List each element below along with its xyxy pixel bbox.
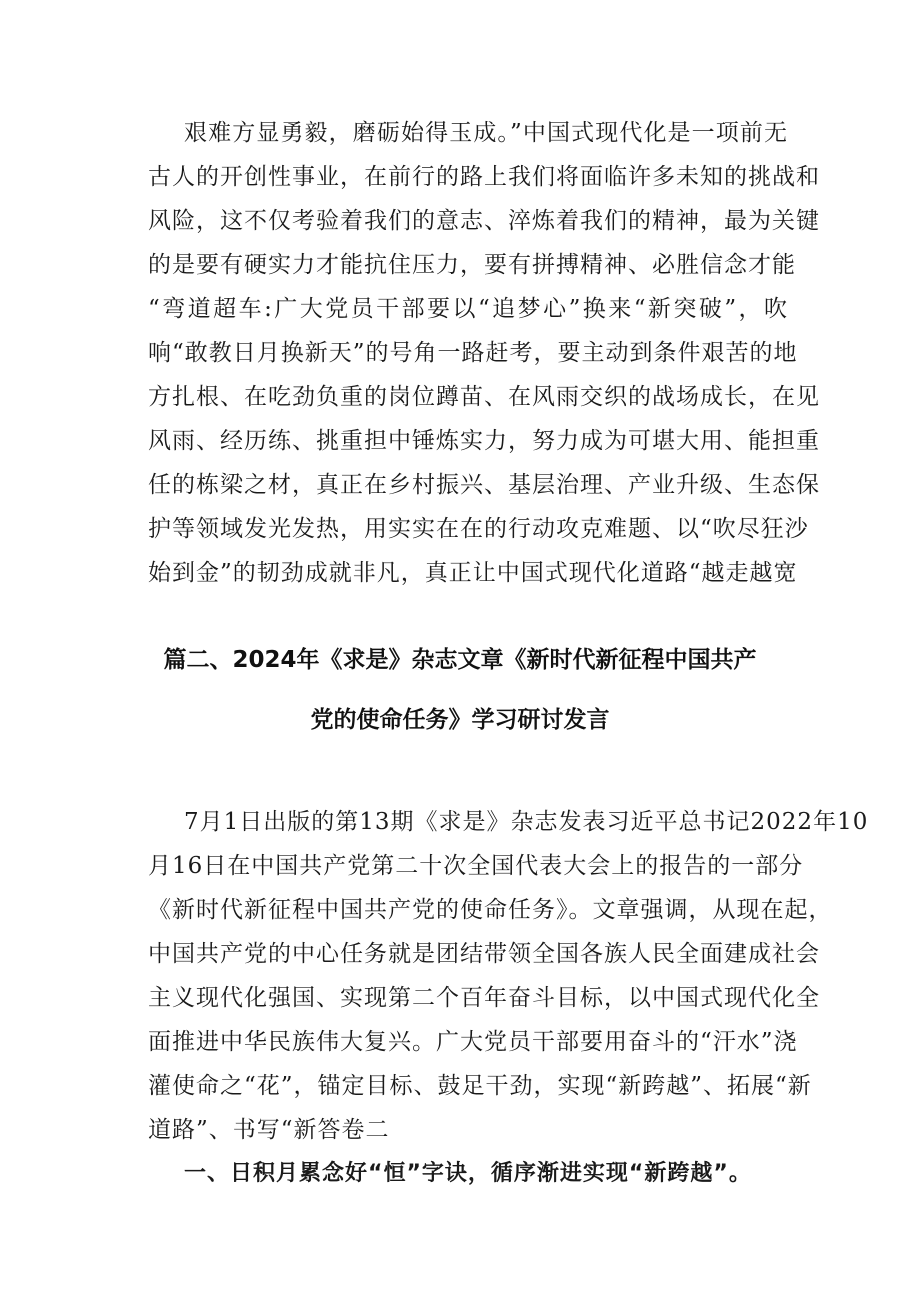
paragraph-line: 方扎根、在吃劲负重的岗位蹲苗、在风雨交织的战场成长，在见 — [148, 384, 820, 410]
paragraph-line: 面推进中华民族伟大复兴。广大党员干部要用奋斗的“汗水”浇 — [148, 1029, 798, 1055]
paragraph-line: 中国共产党的中心任务就是团结带领全国各族人民全面建成社会 — [148, 941, 820, 967]
section-title-line1: 篇二、2024年《求是》杂志文章《新时代新征程中国共产 — [163, 647, 757, 673]
section-title-line2: 党的使命任务》学习研讨发言 — [310, 707, 610, 733]
paragraph-line: 风雨、经历练、挑重担中锤炼实力，努力成为可堪大用、能担重 — [148, 428, 820, 454]
paragraph-line: 《新时代新征程中国共产党的使命任务》。文章强调，从现在起， — [148, 897, 833, 923]
paragraph-line: 艰难方显勇毅，磨砺始得玉成。”中国式现代化是一项前无 — [184, 120, 788, 146]
paragraph-line: 月16日在中国共产党第二十次全国代表大会上的报告的一部分 — [148, 853, 804, 879]
section2-body — [148, 800, 869, 1196]
paragraph-line: 风险，这不仅考验着我们的意志、淬炼着我们的精神，最为关键 — [148, 208, 820, 234]
section1-body — [148, 111, 820, 595]
paragraph-line: “弯道超车:广大党员干部要以“追梦心”换来“新突破”，吹 — [148, 296, 788, 322]
paragraph-line: 护等领域发光发热，用实实在在的行动攻克难题、以“吹尽狂沙 — [148, 516, 809, 542]
subheading: 一、日积月累念好“恒”字诀，循序渐进实现“新跨越”。 — [184, 1161, 752, 1186]
paragraph-line: 主义现代化强国、实现第二个百年奋斗目标，以中国式现代化全 — [148, 985, 820, 1011]
paragraph-line: 任的栋梁之材，真正在乡村振兴、基层治理、产业升级、生态保 — [148, 472, 820, 498]
paragraph-line: 灌使命之“花”，锚定目标、鼓足干劲，实现“新跨越”、拓展“新 — [148, 1073, 812, 1099]
paragraph-line: 始到金”的韧劲成就非凡，真正让中国式现代化道路“越走越宽 — [148, 560, 798, 586]
paragraph-line: 7月1日出版的第13期《求是》杂志发表习近平总书记2022年10 — [184, 809, 869, 835]
paragraph-line: 古人的开创性事业，在前行的路上我们将面临许多未知的挑战和 — [148, 164, 820, 190]
paragraph-line: 响“敢教日月换新天”的号角一路赶考，要主动到条件艰苦的地 — [148, 340, 798, 366]
paragraph-line: 的是要有硬实力才能抗住压力，要有拼搏精神、必胜信念才能 — [148, 252, 796, 278]
paragraph-line: 道路”、书写“新答卷二 — [148, 1117, 390, 1143]
